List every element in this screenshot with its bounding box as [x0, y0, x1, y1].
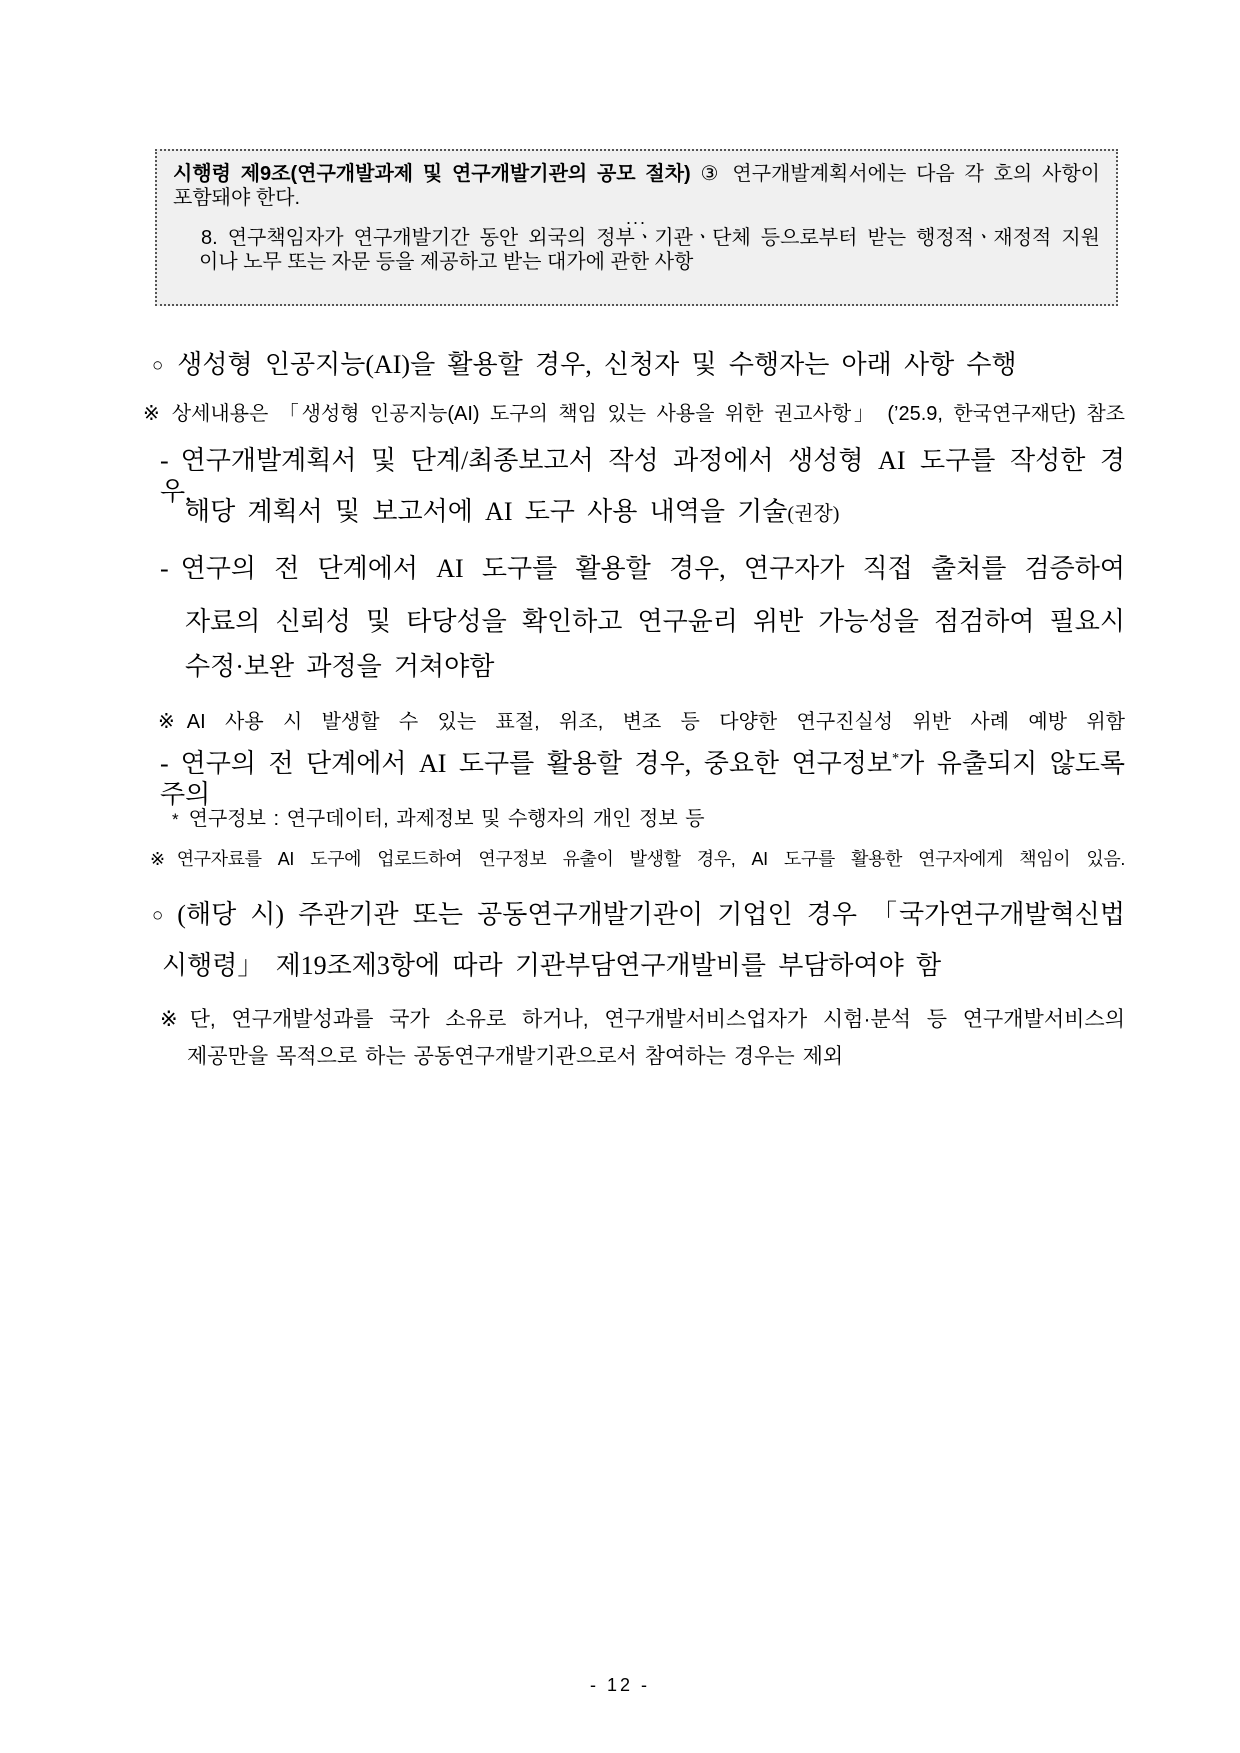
dash-item-plan-report-text: 연구개발계획서 및 단계/최종보고서 작성 과정에서 생성형 AI 도구를 작성한 경우,: [160, 446, 1125, 506]
note-integrity-prevention: [158, 711, 1125, 735]
reference-mark-icon: ※: [158, 711, 175, 733]
dash-item-verify-sources-cont1: [185, 607, 1125, 638]
page-number: - 12 -: [589, 1675, 650, 1695]
dash-item-verify-sources-cont1-text: 자료의 신뢰성 및 타당성을 확인하고 연구윤리 위반 가능성을 점검하여 필요시: [185, 607, 1125, 636]
dash-bullet-icon: -: [160, 446, 169, 475]
note-reference-guideline: [143, 403, 1125, 427]
dash-item-verify-sources-cont2-text: 수정·보완 과정을 거쳐야함: [185, 652, 495, 681]
reference-mark-icon: ※: [143, 403, 160, 425]
law-box-title-bold: 시행령 제9조(연구개발과제 및 연구개발기관의 공모 절차): [173, 163, 691, 185]
note-integrity-prevention-text: AI 사용 시 발생할 수 있는 표절, 위조, 변조 등 다양한 연구진실성 위반 사례 예방 위함: [186, 711, 1125, 733]
law-box-item8-line2: 이나 노무 또는 자문 등을 제공하고 받는 대가에 관한 사항: [199, 251, 694, 273]
note-exception-text: 단, 연구개발성과를 국가 소유로 하거나, 연구개발서비스업자가 시험·분석 등 연구개발서비스의: [189, 1008, 1125, 1031]
dash-item-plan-report-cont-text: 해당 계획서 및 보고서에 AI 도구 사용 내역을 기술: [185, 497, 788, 526]
bullet-institution-burden-cont-text: 시행령」 제19조제3항에 따라 기관부담연구개발비를 부담하여야 함: [162, 951, 942, 980]
dash-item-verify-sources-text: 연구의 전 단계에서 AI 도구를 활용할 경우, 연구자가 직접 출처를 검증하여: [180, 554, 1125, 583]
dash-item-verify-sources-cont2: [185, 652, 1125, 683]
note-upload-responsibility: [150, 849, 1125, 870]
dash-item-plan-report-cont: [185, 497, 1125, 528]
circle-bullet-icon: ○: [152, 905, 164, 926]
note-reference-guideline-text: 상세내용은 「생성형 인공지능(AI) 도구의 책임 있는 사용을 위한 권고사항」 (’25.9, 한국연구재단) 참조: [171, 403, 1125, 425]
note-upload-responsibility-text: 연구자료를 AI 도구에 업로드하여 연구정보 유출이 발생할 경우, AI 도구를 활용한 연구자에게 책임이 있음.: [176, 849, 1125, 869]
dash-item-info-leak: [160, 749, 1125, 810]
note-exception: [160, 1008, 1125, 1033]
dash-item-info-leak-post: 가 유출되지 않도록 주의: [160, 749, 1125, 809]
footnote-research-info: [172, 808, 1125, 832]
law-box-title-line2: 포함돼야 한다.: [173, 187, 301, 209]
dash-bullet-icon: -: [160, 554, 169, 583]
note-exception-cont-text: 제공만을 목적으로 하는 공동연구개발기관으로서 참여하는 경우는 제외: [187, 1045, 844, 1068]
reference-mark-icon: ※: [150, 849, 165, 869]
law-box-item8-line1: 8. 연구책임자가 연구개발기간 동안 외국의 정부ㆍ기관ㆍ단체 등으로부터 받는 행정적ㆍ재정적 지원: [201, 227, 1100, 249]
law-box-title-rest: ③ 연구개발계획서에는 다음 각 호의 사항이: [690, 163, 1100, 185]
bullet-institution-burden-text: (해당 시) 주관기관 또는 공동연구개발기관이 기업인 경우 「국가연구개발혁신법: [177, 900, 1125, 929]
asterisk-icon: *: [172, 810, 179, 829]
footnote-research-info-text: 연구정보 : 연구데이터, 과제정보 및 수행자의 개인 정보 등: [188, 808, 705, 830]
dash-bullet-icon: -: [160, 749, 169, 778]
law-box-ellipsis: ...: [625, 208, 647, 228]
footnote-asterisk-icon: *: [891, 750, 900, 767]
bullet-generative-ai: [152, 350, 1125, 381]
dash-item-info-leak-pre: 연구의 전 단계에서 AI 도구를 활용할 경우, 중요한 연구정보: [180, 749, 892, 778]
law-quote-box: [155, 149, 1118, 306]
bullet-institution-burden-cont: [162, 951, 1125, 982]
circle-bullet-icon: ○: [152, 355, 164, 376]
dash-item-verify-sources: [160, 554, 1125, 585]
reference-mark-icon: ※: [160, 1008, 178, 1031]
note-exception-cont: [187, 1045, 1125, 1070]
recommended-suffix: (권장): [787, 503, 840, 525]
bullet-institution-burden: [152, 900, 1125, 931]
bullet-generative-ai-text: 생성형 인공지능(AI)을 활용할 경우, 신청자 및 수행자는 아래 사항 수행: [177, 350, 1017, 379]
law-box-title-line: [173, 162, 1100, 186]
